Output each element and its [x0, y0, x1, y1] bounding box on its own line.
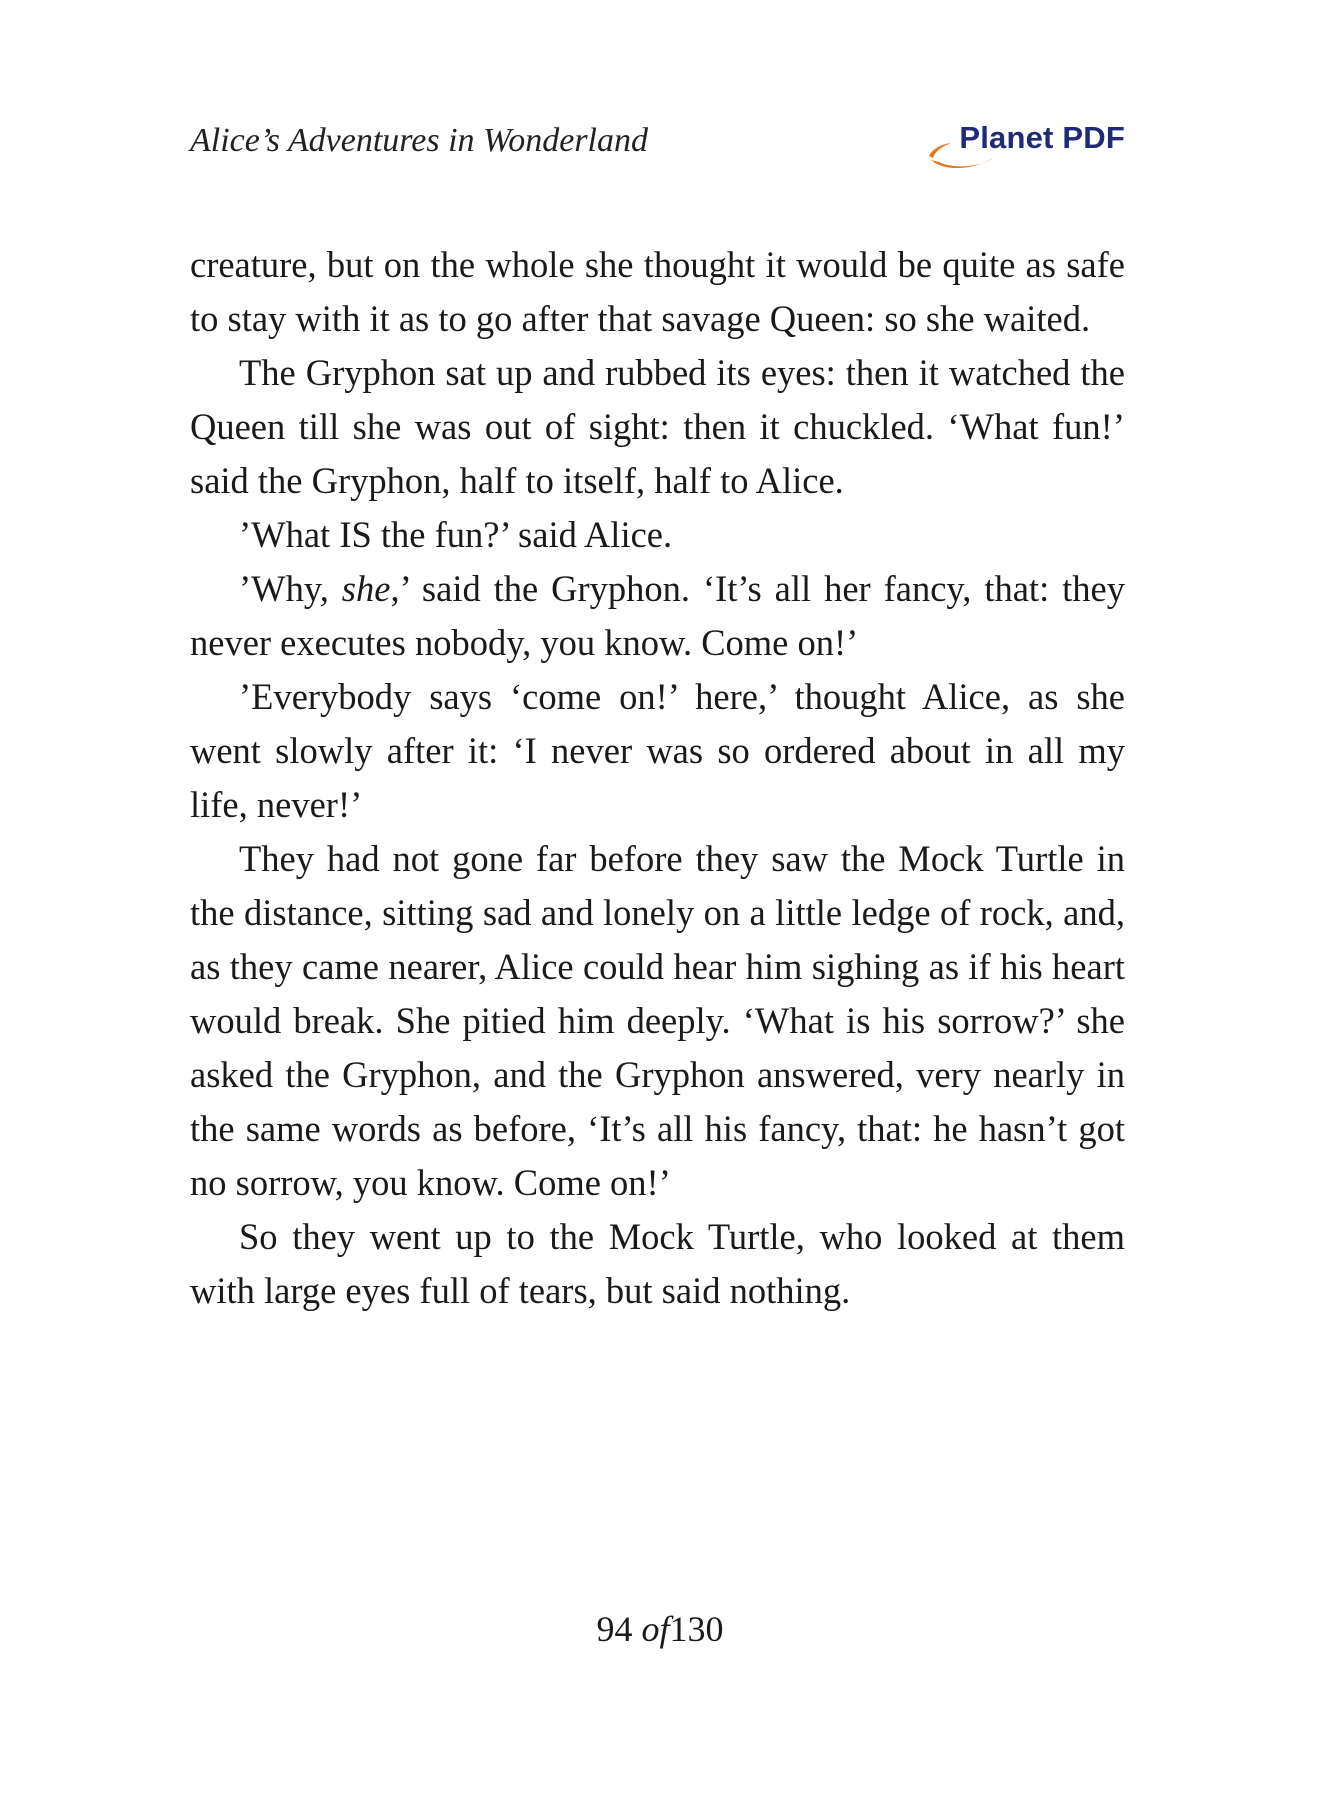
paragraph-text: creature, but on the whole she thought it would be quite as safe to stay with it as to go after that savage Queen: so she waited. [190, 244, 1125, 339]
paragraph-3 [190, 508, 1125, 562]
paragraph-text: ’What IS the fun?’ said Alice. [239, 514, 673, 555]
page-footer [0, 1608, 1320, 1650]
book-title: Alice’s Adventures in Wonderland [190, 122, 649, 159]
paragraph-text: They had not gone far before they saw the Mock Turtle in the distance, sitting sad and lonely on a little ledge of rock, and, as they came nearer, Alice could hear him sighing as if his heart would break. She pitied him deeply. ‘What is his sorrow?’ she asked the Gryphon, and the Gryphon answered, very nearly in the same words as before, ‘It’s all his fancy, that: he hasn’t got no sorrow, you know. Come on!’ [190, 838, 1125, 1203]
page-body [190, 238, 1125, 1318]
emphasis-text: she [341, 568, 391, 609]
page-of-label: of [641, 1609, 670, 1649]
paragraph-text: ,’ said the Gryphon. ‘It’s all her fancy, that: they never executes nobody, you know. Come on!’ [190, 568, 1125, 663]
planet-pdf-logo [925, 118, 1125, 172]
paragraph-text: ’Everybody says ‘come on!’ here,’ thought Alice, as she went slowly after it: ‘I never was so ordered about in all my life, never!’ [190, 676, 1125, 825]
paragraph-text: The Gryphon sat up and rubbed its eyes: then it watched the Queen till she was out of sight: then it chuckled. ‘What fun!’ said the Gryphon, half to itself, half to Alice. [190, 352, 1125, 501]
paragraph-2 [190, 346, 1125, 508]
page-number: 94 [596, 1609, 633, 1649]
paragraph-7 [190, 1210, 1125, 1318]
paragraph-text: So they went up to the Mock Turtle, who looked at them with large eyes full of tears, but said nothing. [190, 1216, 1125, 1311]
paragraph-6 [190, 832, 1125, 1210]
paragraph-4 [190, 562, 1125, 670]
paragraph-5 [190, 670, 1125, 832]
running-header [190, 118, 1125, 178]
paragraph-1 [190, 238, 1125, 346]
total-pages: 130 [669, 1609, 724, 1649]
logo-text: Planet PDF [959, 120, 1125, 155]
paragraph-text: ’Why, [239, 568, 342, 609]
